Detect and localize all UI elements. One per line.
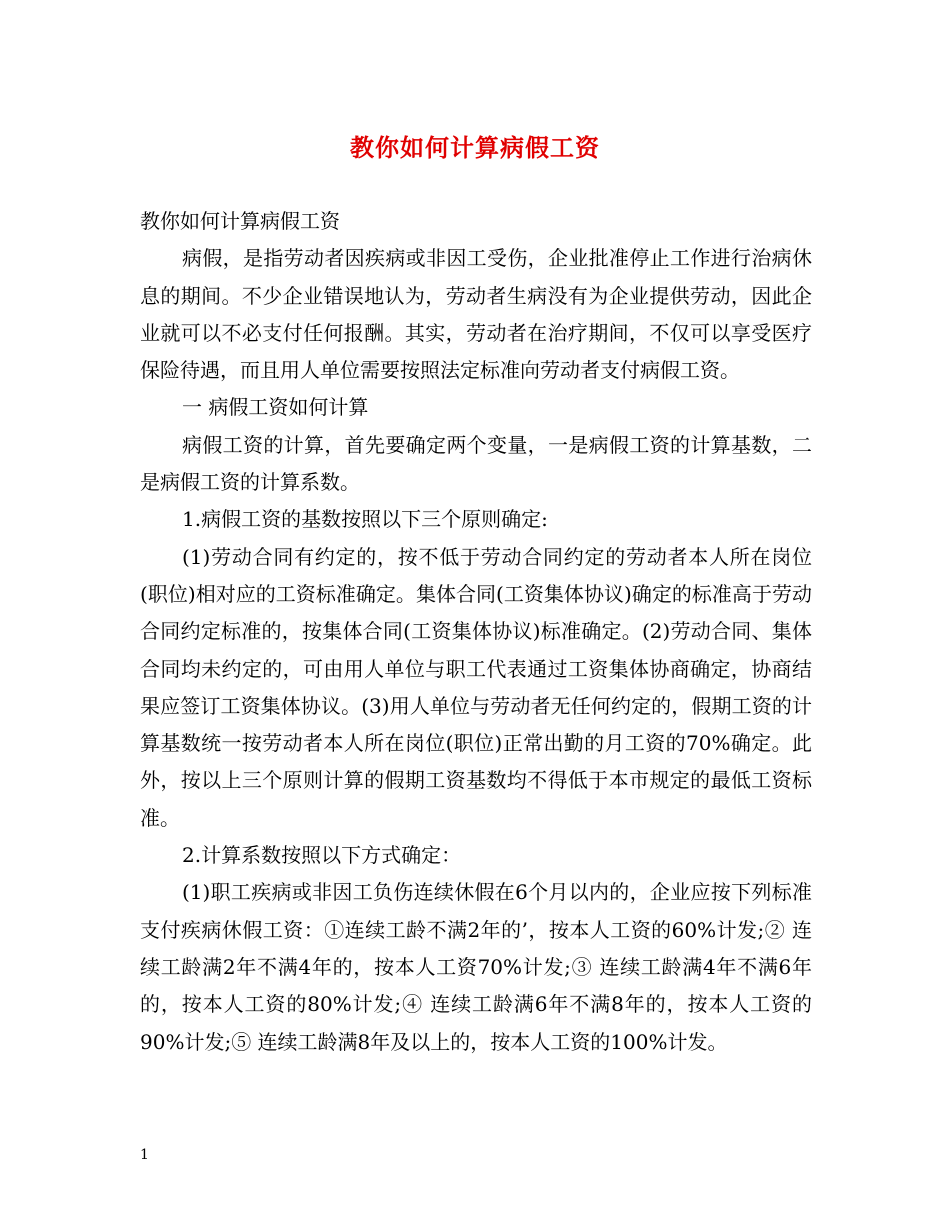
- document-body: [140, 203, 812, 1061]
- paragraph-heading: 教你如何计算病假工资: [140, 209, 340, 233]
- section-heading-how-to-calculate: 一 病假工资如何计算: [182, 395, 369, 420]
- paragraph-coefficient-rules: (1)职工疾病或非因工负伤连续休假在6个月以内的，企业应按下列标准支付疾病休假工资：①连续工龄不满2年的’，按本人工资的60%计发;② 连续工龄满2年不满4年的，按本人工资70%计发;③ 连续工龄满4年不满6年的，按本人工资的80%计发;④ 连续工龄满6年不满8年的，按本人工资的90%计发;⑤ 连续工龄满8年及以上的，按本人工资的100%计发。: [140, 880, 812, 1054]
- paragraph-base-principles: (1)劳动合同有约定的，按不低于劳动合同约定的劳动者本人所在岗位(职位)相对应的工资标准确定。集体合同(工资集体协议)确定的标准高于劳动合同约定标准的，按集体合同(工资集体协议)标准确定。(2)劳动合同、集体合同均未约定的，可由用人单位与职工代表通过工资集体协商确定，协商结果应签订工资集体协议。(3)用人单位与劳动者无任何约定的，假期工资的计算基数统一按劳动者本人所在岗位(职位)正常出勤的月工资的70%确定。此外，按以上三个原则计算的假期工资基数均不得低于本市规定的最低工资标准。: [140, 544, 812, 830]
- page-number: 1: [140, 1147, 149, 1163]
- paragraph-two-variables: 病假工资的计算，首先要确定两个变量，一是病假工资的计算基数，二是病假工资的计算系数。: [140, 432, 812, 495]
- paragraph-base-principles-heading: 1.病假工资的基数按照以下三个原则确定:: [182, 507, 548, 532]
- paragraph-sick-leave-definition: 病假，是指劳动者因疾病或非因工受伤，企业批准停止工作进行治病休息的期间。不少企业错误地认为，劳动者生病没有为企业提供劳动，因此企业就可以不必支付任何报酬。其实，劳动者在治疗期间，不仅可以享受医疗保险待遇，而且用人单位需要按照法定标准向劳动者支付病假工资。: [140, 246, 812, 383]
- document-title: 教你如何计算病假工资: [350, 133, 600, 162]
- paragraph-coefficient-heading: 2.计算系数按照以下方式确定：: [182, 843, 462, 868]
